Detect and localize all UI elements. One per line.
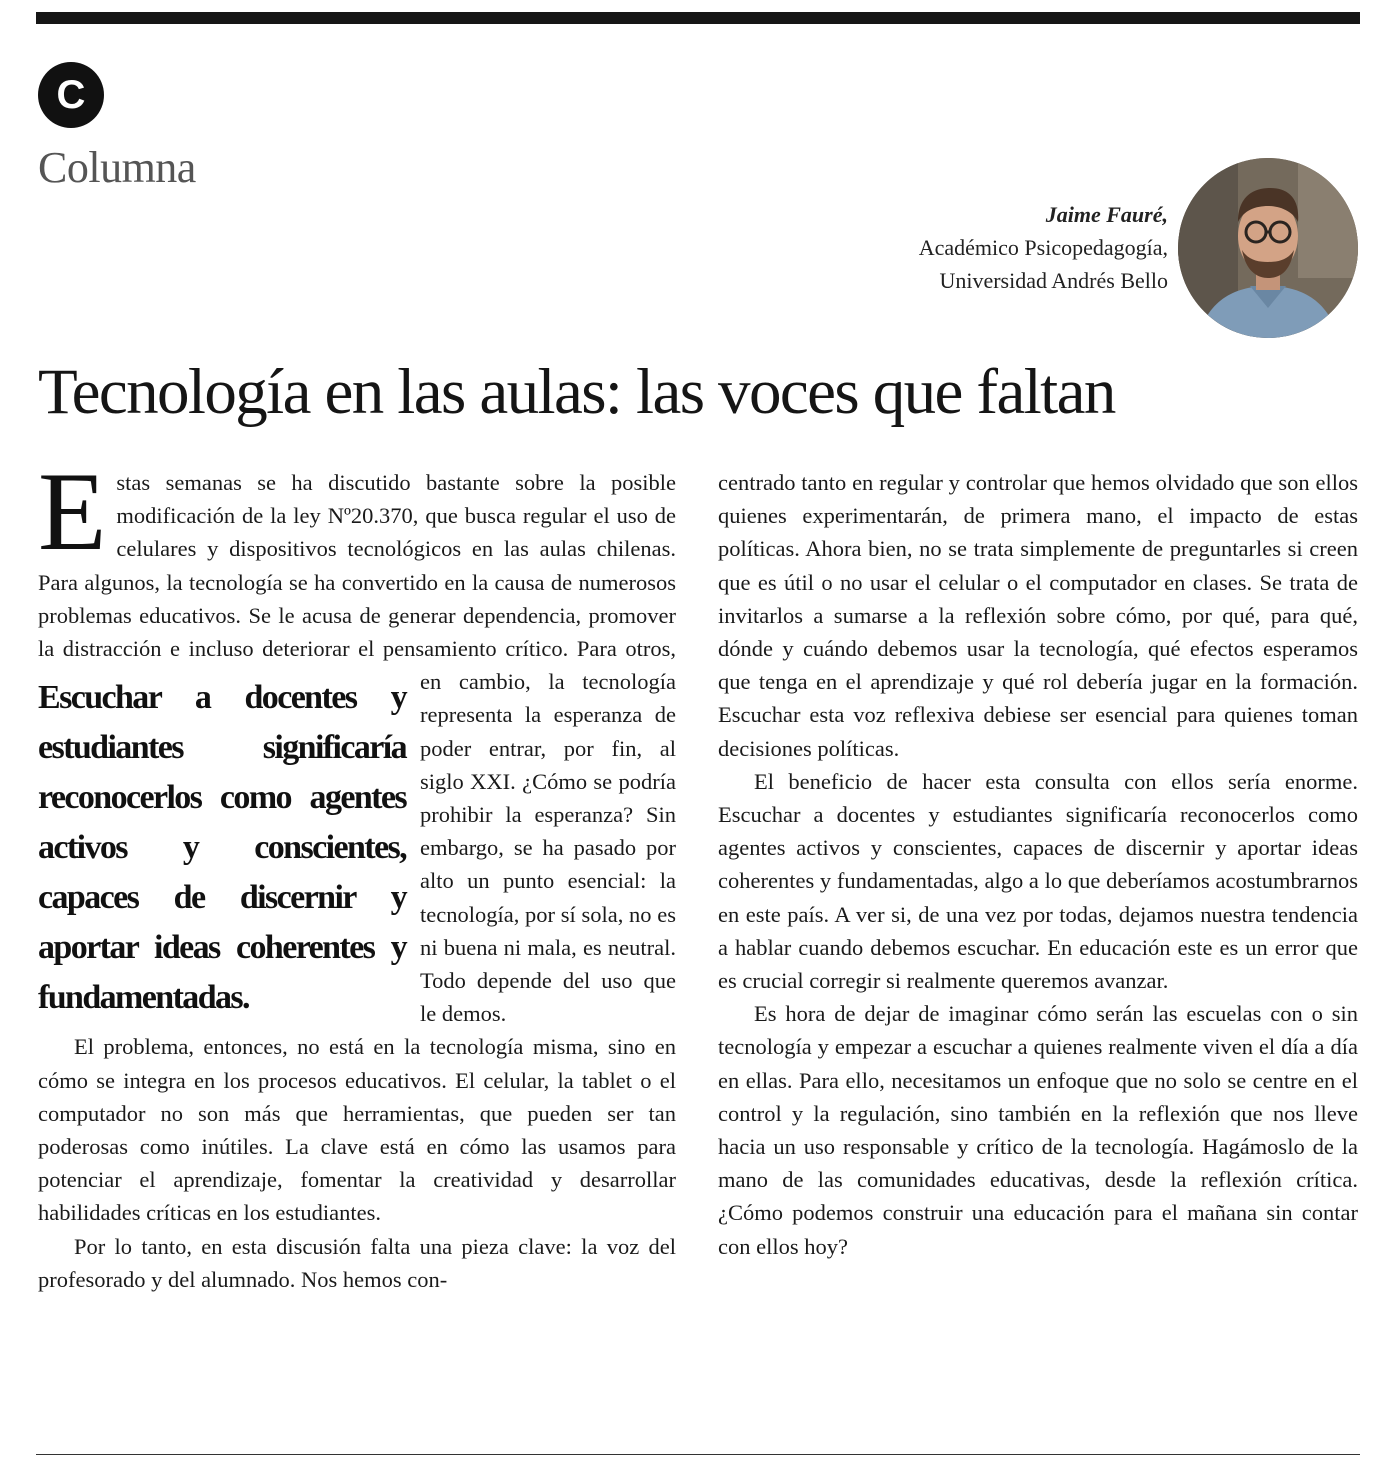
paragraph-2: El problema, entonces, no está en la tecnología misma, sino en cómo se integra en los procesos educativos. El celular, la tablet o el computador no son más que herramientas, que pueden ser tan poderosas como inútiles. La clave está en cómo las usamos para potenciar el aprendizaje, fomentar la creatividad y desarrollar habilidades críticas en los estudiantes.	[38, 1034, 676, 1226]
author-role: Académico Psicopedagogía,	[918, 235, 1168, 260]
author-photo	[1178, 158, 1358, 338]
author-byline	[919, 198, 1168, 297]
article-column-left	[38, 450, 676, 1296]
author-institution: Universidad Andrés Bello	[939, 268, 1168, 293]
paragraph-1	[38, 450, 676, 1030]
drop-cap: E	[38, 450, 107, 574]
paragraph-3-start: Por lo tanto, en esta discusión falta una pieza clave: la voz del profesorado y del alumnado. Nos hemos con-	[38, 1233, 676, 1292]
paragraph-1-text-b: otros, en cambio, la tecnología representa la esperanza de poder entrar, por fin, al siglo XXI. ¿Cómo se podría prohibir la esperanza? Sin embargo, se ha pasado por alto un punto esencial: la tecnología, por sí sola, no es ni buena ni mala, es neutral. Todo depende del uso que le demos.	[420, 636, 676, 1027]
author-portrait-icon	[1178, 158, 1358, 338]
article-column-right	[718, 466, 1358, 1263]
top-rule	[36, 12, 1360, 24]
bottom-rule	[36, 1454, 1360, 1455]
paragraph-1-text-a: stas semanas se ha discutido bastante sobre la posible modificación de la ley Nº20.370, que busca regular el uso de celulares y dispositivos tecnológicos en las aulas chilenas. Para algunos, la tecnología se ha convertido en la causa de numerosos problemas educativos. Se le acusa de generar dependencia, promover la distracción e incluso deteriorar el pensamiento crítico. Para	[38, 470, 676, 662]
author-name: Jaime Fauré,	[1045, 202, 1168, 227]
paragraph-4: El beneficio de hacer esta consulta con ellos sería enorme. Escuchar a docentes y estudiantes significaría reconocerlos como agentes activos y conscientes, capaces de discernir y aportar ideas coherentes y fundamentadas, algo a lo que deberíamos acostumbrarnos en este país. A ver si, de una vez por todas, dejamos nuestra tendencia a hablar cuando debemos escuchar. En educación este es un error que es crucial corregir si realmente queremos avanzar.	[718, 768, 1358, 994]
section-badge: C	[38, 62, 104, 128]
paragraph-5: Es hora de dejar de imaginar cómo serán las escuelas con o sin tecnología y empezar a escuchar a quienes realmente viven el día a día en ellas. Para ello, necesitamos un enfoque que no solo se centre en el control y la regulación, sino también en la reflexión que nos lleve hacia un uso responsable y crítico de la tecnología. Hagámoslo de la mano de las comunidades educativas, desde la reflexión crítica. ¿Cómo podemos construir una educación para el mañana sin contar con ellos hoy?	[718, 1001, 1358, 1259]
section-label: Columna	[38, 143, 196, 192]
paragraph-3-end: centrado tanto en regular y controlar que hemos olvidado que son ellos quienes experimentarán, de primera mano, el impacto de estas políticas. Ahora bien, no se trata simplemente de preguntarles si creen que es útil o no usar el celular o el computador en clases. Se trata de invitarlos a sumarse a la reflexión sobre cómo, por qué, para qué, dónde y cuándo debemos usar la tecnología, qué efectos esperamos que tenga en el aprendizaje y qué rol debería jugar en la formación. Escuchar esta voz reflexiva debiese ser esencial para quienes toman decisiones políticas.	[718, 470, 1358, 761]
headline: Tecnología en las aulas: las voces que faltan	[38, 356, 1115, 428]
pull-quote: Escuchar a docentes y estudiantes significaría reconocerlos como agentes activos y conscientes, capaces de discernir y aportar ideas coherentes y fundamentadas.	[38, 679, 406, 1017]
